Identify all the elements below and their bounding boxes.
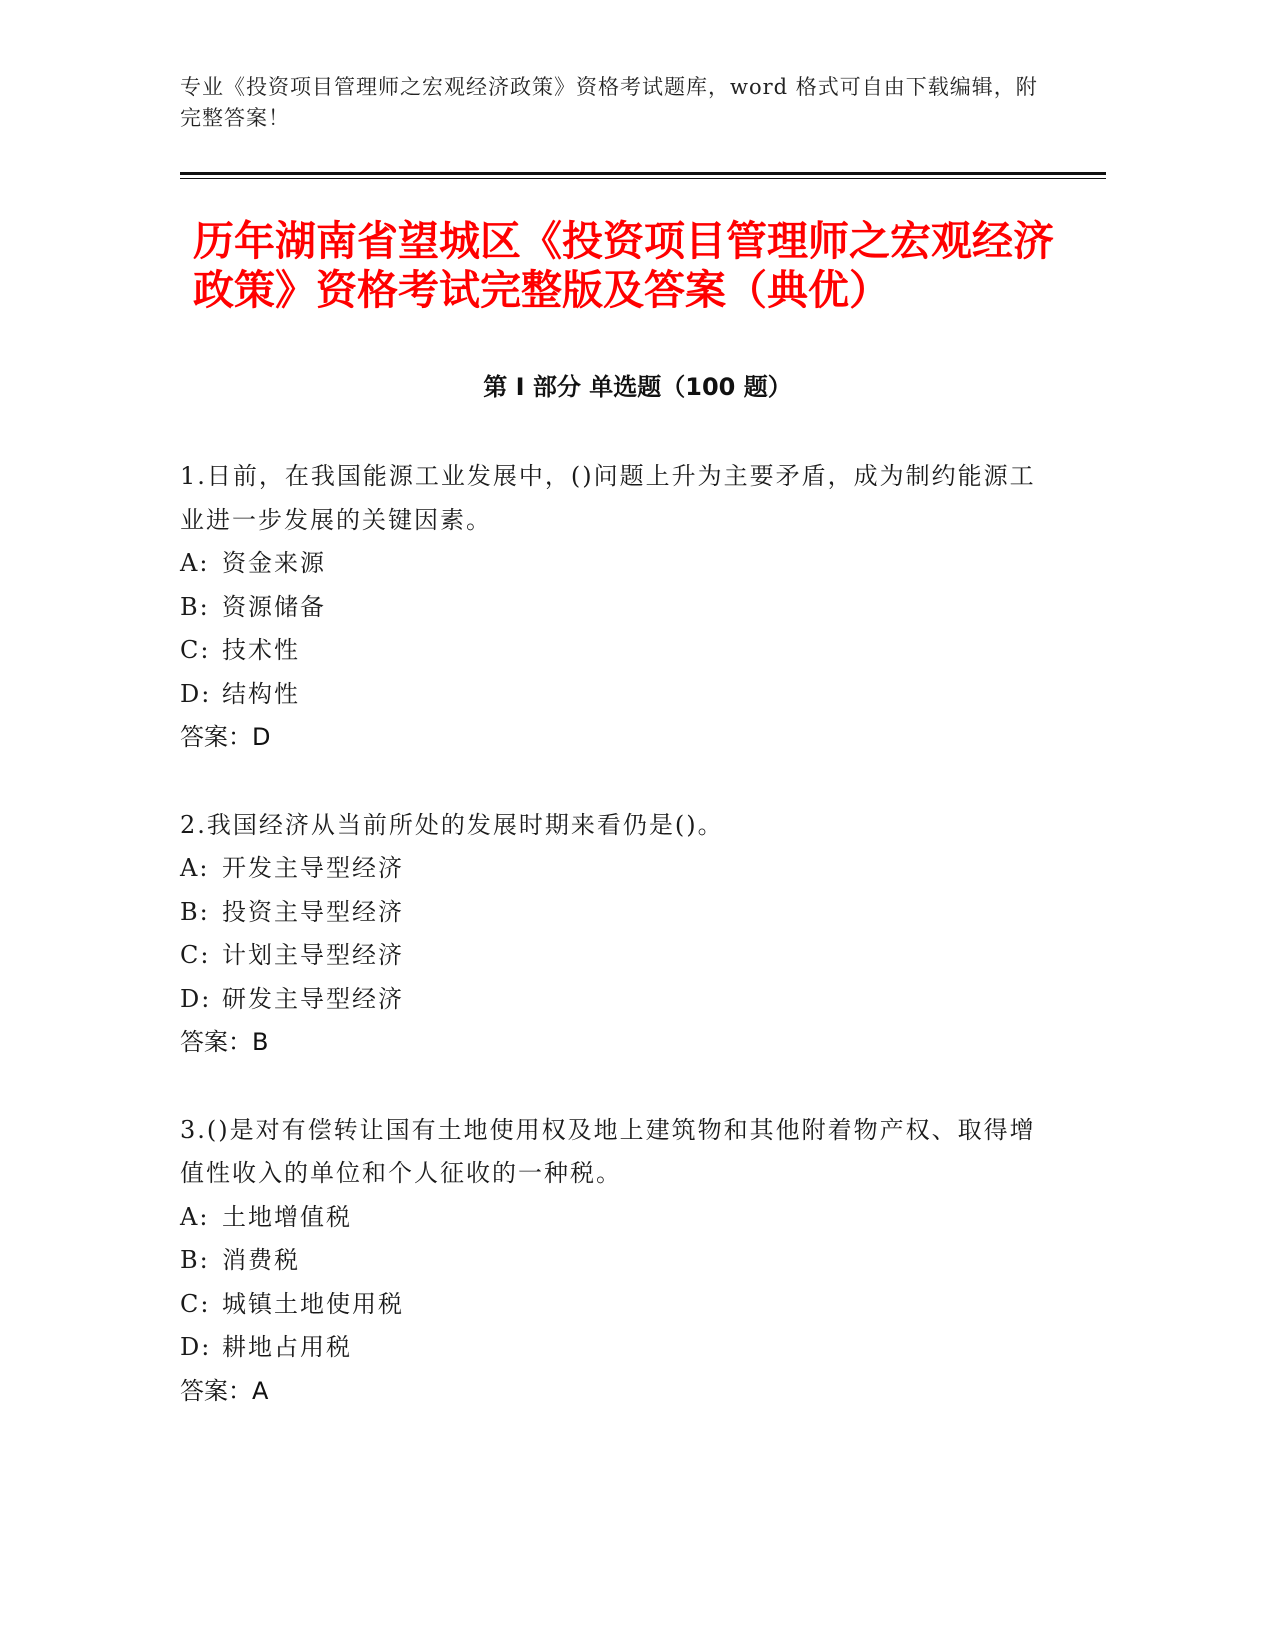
option-text: 耕地占用税 bbox=[222, 1333, 352, 1361]
option-text: 城镇土地使用税 bbox=[222, 1289, 404, 1318]
option-c bbox=[180, 1283, 1060, 1327]
question-2 bbox=[180, 804, 1060, 1065]
option-d bbox=[180, 673, 1060, 717]
header-divider-thick bbox=[180, 172, 1106, 175]
option-a bbox=[180, 847, 1060, 891]
question-stem: 1.日前，在我国能源工业发展中，()问题上升为主要矛盾，成为制约能源工业进一步发展的关键因素。 bbox=[180, 462, 1036, 534]
option-text: 土地增值税 bbox=[222, 1202, 352, 1231]
header-divider-thin bbox=[180, 178, 1106, 179]
question-1 bbox=[180, 455, 1060, 760]
option-letter: C: bbox=[180, 1289, 211, 1318]
answer: 答案：B bbox=[180, 1028, 269, 1056]
option-text: 资金来源 bbox=[222, 549, 326, 577]
option-letter: A: bbox=[180, 854, 210, 882]
option-text: 技术性 bbox=[222, 636, 300, 664]
option-a bbox=[180, 542, 1060, 586]
option-text: 结构性 bbox=[222, 679, 300, 708]
option-c bbox=[180, 934, 1060, 978]
option-letter: D: bbox=[180, 984, 212, 1013]
option-d bbox=[180, 1326, 1060, 1370]
answer: 答案：A bbox=[180, 1376, 269, 1405]
option-letter: A: bbox=[180, 1202, 210, 1231]
option-a bbox=[180, 1196, 1060, 1240]
question-list bbox=[180, 455, 1060, 1457]
option-letter: A: bbox=[180, 549, 210, 577]
option-d bbox=[180, 978, 1060, 1022]
option-letter: C: bbox=[180, 941, 211, 969]
option-text: 资源储备 bbox=[222, 592, 326, 621]
option-letter: D: bbox=[180, 679, 212, 708]
option-text: 投资主导型经济 bbox=[222, 897, 404, 926]
option-b bbox=[180, 1239, 1060, 1283]
option-text: 开发主导型经济 bbox=[222, 854, 404, 882]
option-letter: D: bbox=[180, 1333, 212, 1361]
question-stem: 3.()是对有偿转让国有土地使用权及地上建筑物和其他附着物产权、取得增值性收入的单位和个人征收的一种税。 bbox=[180, 1115, 1036, 1187]
question-stem: 2.我国经济从当前所处的发展时期来看仍是()。 bbox=[180, 810, 724, 839]
question-3 bbox=[180, 1109, 1060, 1414]
option-b bbox=[180, 891, 1060, 935]
option-letter: B: bbox=[180, 1246, 210, 1274]
option-c bbox=[180, 629, 1060, 673]
header-note: 专业《投资项目管理师之宏观经济政策》资格考试题库，word 格式可自由下载编辑，附完整答案！ bbox=[180, 75, 1038, 130]
option-text: 研发主导型经济 bbox=[222, 984, 404, 1013]
option-letter: B: bbox=[180, 592, 210, 621]
document-title: 历年湖南省望城区《投资项目管理师之宏观经济政策》资格考试完整版及答案（典优） bbox=[193, 217, 1054, 314]
option-b bbox=[180, 586, 1060, 630]
option-text: 消费税 bbox=[222, 1246, 300, 1274]
option-letter: B: bbox=[180, 897, 210, 926]
section-title: 第 I 部分 单选题（100 题） bbox=[483, 373, 792, 401]
answer: 答案：D bbox=[180, 723, 271, 751]
option-text: 计划主导型经济 bbox=[222, 941, 404, 969]
option-letter: C: bbox=[180, 636, 211, 664]
